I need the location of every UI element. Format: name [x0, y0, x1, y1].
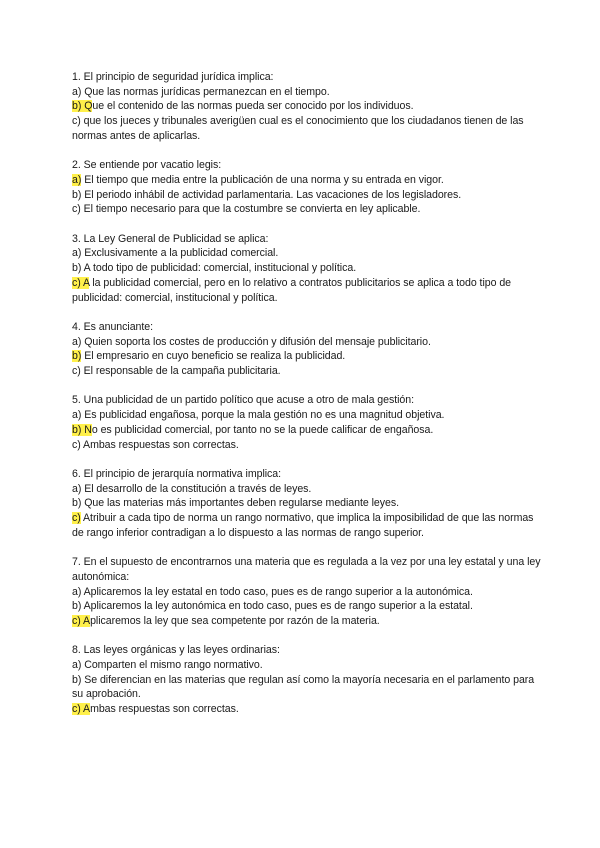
question-1 [72, 70, 542, 144]
option-text: El responsable de la campaña publicitaria. [83, 365, 281, 378]
option-c-correct [72, 614, 542, 629]
option-marker: b) [72, 600, 84, 613]
option-a [72, 585, 542, 600]
option-text: El tiempo que media entre la publicación de una norma y su entrada en vigor. [81, 173, 444, 186]
option-text: que los jueces y tribunales averigüen cual es el conocimiento que los ciudadanos tienen de las normas antes de aplicarlas. [72, 115, 524, 142]
option-text: o es publicidad comercial, por tanto no se la puede calificar de engañosa. [91, 423, 434, 436]
question-5 [72, 393, 542, 452]
answer-highlight: c) A [72, 276, 90, 289]
answer-highlight: b) Q [72, 100, 93, 113]
option-marker: b) [72, 188, 85, 201]
option-text: El empresario en cuyo beneficio se realiza la publicidad. [81, 350, 346, 363]
option-marker: a) [72, 659, 85, 672]
question-title: 7. En el supuesto de encontrarnos una materia que es regulada a la vez por una ley estatal y una ley autonómica: [72, 556, 541, 583]
answer-highlight: b) N [72, 423, 92, 436]
option-marker: b) [72, 497, 85, 510]
option-marker: a) [72, 585, 84, 598]
option-c [72, 438, 542, 453]
option-b-correct [72, 99, 542, 114]
option-marker: a) [72, 335, 85, 348]
option-marker: c) [72, 203, 84, 216]
question-title: 8. Las leyes orgánicas y las leyes ordinarias: [72, 644, 280, 657]
option-b [72, 261, 542, 276]
document-page [72, 70, 542, 732]
option-c-correct [72, 702, 542, 717]
option-text: Atribuir a cada tipo de norma un rango normativo, que implica la imposibilidad de que las normas de rango inferior contradigan a lo dispuesto a las normas de rango superior. [72, 512, 534, 539]
option-marker: b) [72, 673, 85, 686]
option-a-correct [72, 173, 542, 188]
option-text: la publicidad comercial, pero en lo relativo a contratos publicitarios se aplica a todo tipo de publicidad: comercial, institucional y política. [72, 276, 512, 304]
option-a [72, 335, 542, 350]
option-b [72, 673, 542, 702]
option-text: Comparten el mismo rango normativo. [84, 659, 263, 672]
option-a [72, 408, 542, 423]
option-c [72, 114, 542, 143]
option-marker: c) [72, 438, 84, 451]
question-2 [72, 158, 542, 217]
option-b-correct [72, 423, 542, 438]
question-title: 3. La Ley General de Publicidad se aplica: [72, 232, 269, 245]
option-b [72, 188, 542, 203]
question-title: 2. Se entiende por vacatio legis: [72, 159, 222, 172]
option-text: ue el contenido de las normas pueda ser conocido por los individuos. [92, 100, 414, 113]
question-7 [72, 555, 542, 629]
option-b [72, 599, 542, 614]
answer-highlight: c) A [72, 703, 91, 716]
option-marker: a) [72, 247, 85, 260]
option-c [72, 364, 542, 379]
question-title: 4. Es anunciante: [72, 320, 154, 333]
option-a [72, 85, 542, 100]
question-title: 1. El principio de seguridad jurídica implica: [72, 71, 274, 83]
option-text: Quien soporta los costes de producción y difusión del mensaje publicitario. [84, 335, 431, 348]
option-b [72, 496, 542, 511]
option-a [72, 482, 542, 497]
option-text: El periodo inhábil de actividad parlamentaria. Las vacaciones de los legisladores. [84, 188, 462, 201]
option-text: El tiempo necesario para que la costumbre se convierta en ley aplicable. [83, 203, 421, 216]
option-text: A todo tipo de publicidad: comercial, institucional y política. [83, 262, 357, 275]
question-3 [72, 232, 542, 306]
option-marker: a) [72, 409, 85, 422]
question-6 [72, 467, 542, 541]
option-a [72, 658, 542, 673]
option-text: Aplicaremos la ley autonómica en todo caso, pues es de rango superior a la estatal. [83, 600, 473, 613]
answer-highlight: c) A [72, 614, 91, 627]
option-a [72, 246, 542, 261]
question-title: 5. Una publicidad de un partido político que acuse a otro de mala gestión: [72, 394, 415, 407]
question-4 [72, 320, 542, 379]
option-c-correct [72, 276, 542, 305]
answer-highlight: b) [72, 350, 82, 363]
option-marker: c) [72, 115, 84, 128]
option-text: El desarrollo de la constitución a través de leyes. [84, 482, 312, 495]
answer-highlight: c) [72, 512, 81, 525]
option-text: Que las normas jurídicas permanezcan en el tiempo. [84, 85, 330, 98]
option-text: Exclusivamente a la publicidad comercial. [84, 247, 279, 260]
option-text: Ambas respuestas son correctas. [83, 438, 239, 451]
option-text: Que las materias más importantes deben regularse mediante leyes. [84, 497, 399, 510]
option-text: mbas respuestas son correctas. [90, 703, 239, 716]
option-b-correct [72, 349, 542, 364]
option-marker: a) [72, 482, 85, 495]
option-text: plicaremos la ley que sea competente por razón de la materia. [90, 614, 380, 627]
option-text: Se diferencian en las materias que regulan así como la mayoría necesaria en el parlamento para su aprobación. [72, 673, 535, 701]
option-c [72, 202, 542, 217]
option-marker: b) [72, 262, 84, 275]
option-marker: c) [72, 365, 84, 378]
option-c-correct [72, 511, 542, 540]
option-marker: a) [72, 85, 85, 98]
option-text: Es publicidad engañosa, porque la mala gestión no es una magnitud objetiva. [84, 409, 445, 422]
option-text: Aplicaremos la ley estatal en todo caso, pues es de rango superior a la autonómica. [83, 585, 473, 598]
question-8 [72, 643, 542, 717]
question-title: 6. El principio de jerarquía normativa implica: [72, 467, 282, 480]
answer-highlight: a) [72, 173, 82, 186]
